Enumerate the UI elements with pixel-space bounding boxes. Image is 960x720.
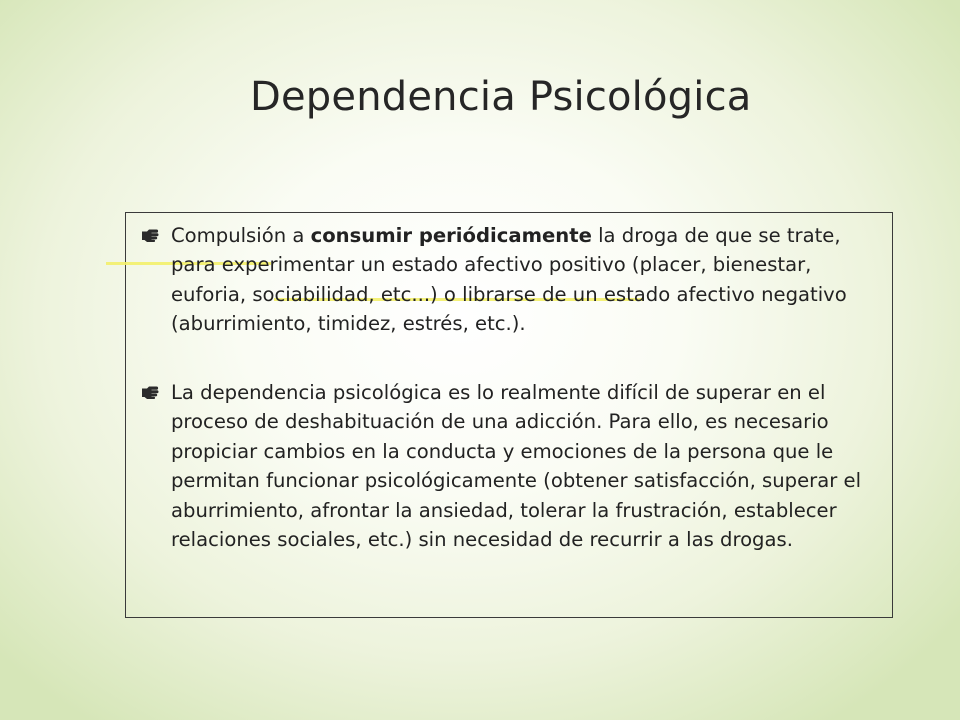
content-box: [125, 212, 893, 618]
bullet-text-end: la droga de que se trate, para experimentar un estado afectivo positivo (placer, bienestar, euforia, sociabilidad, etc...) o librarse de un estado afectivo negativo (aburrimiento, timidez, estrés, etc.).: [171, 224, 847, 336]
bullet-item: [171, 378, 883, 554]
bullet-text: [171, 224, 847, 335]
bullet-item: [171, 221, 883, 339]
bullet-text: La dependencia psicológica es lo realmente difícil de superar en el proceso de deshabituación de una adicción. Para ello, es necesario propiciar cambios en la conducta y emociones de la persona que le permitan funcionar psicológicamente (obtener satisfacción, superar el aburrimiento, afrontar la ansiedad, tolerar la frustración, establecer relaciones sociales, etc.) sin necesidad de recurrir a las drogas.: [171, 381, 862, 552]
slide-title: Dependencia Psicológica: [250, 74, 752, 120]
hand-pointer-icon: [141, 385, 159, 399]
bullet-text-start: Compulsión a: [171, 224, 311, 247]
bullet-emphasis: consumir periódicamente: [310, 224, 592, 247]
hand-pointer-icon: [141, 228, 159, 242]
